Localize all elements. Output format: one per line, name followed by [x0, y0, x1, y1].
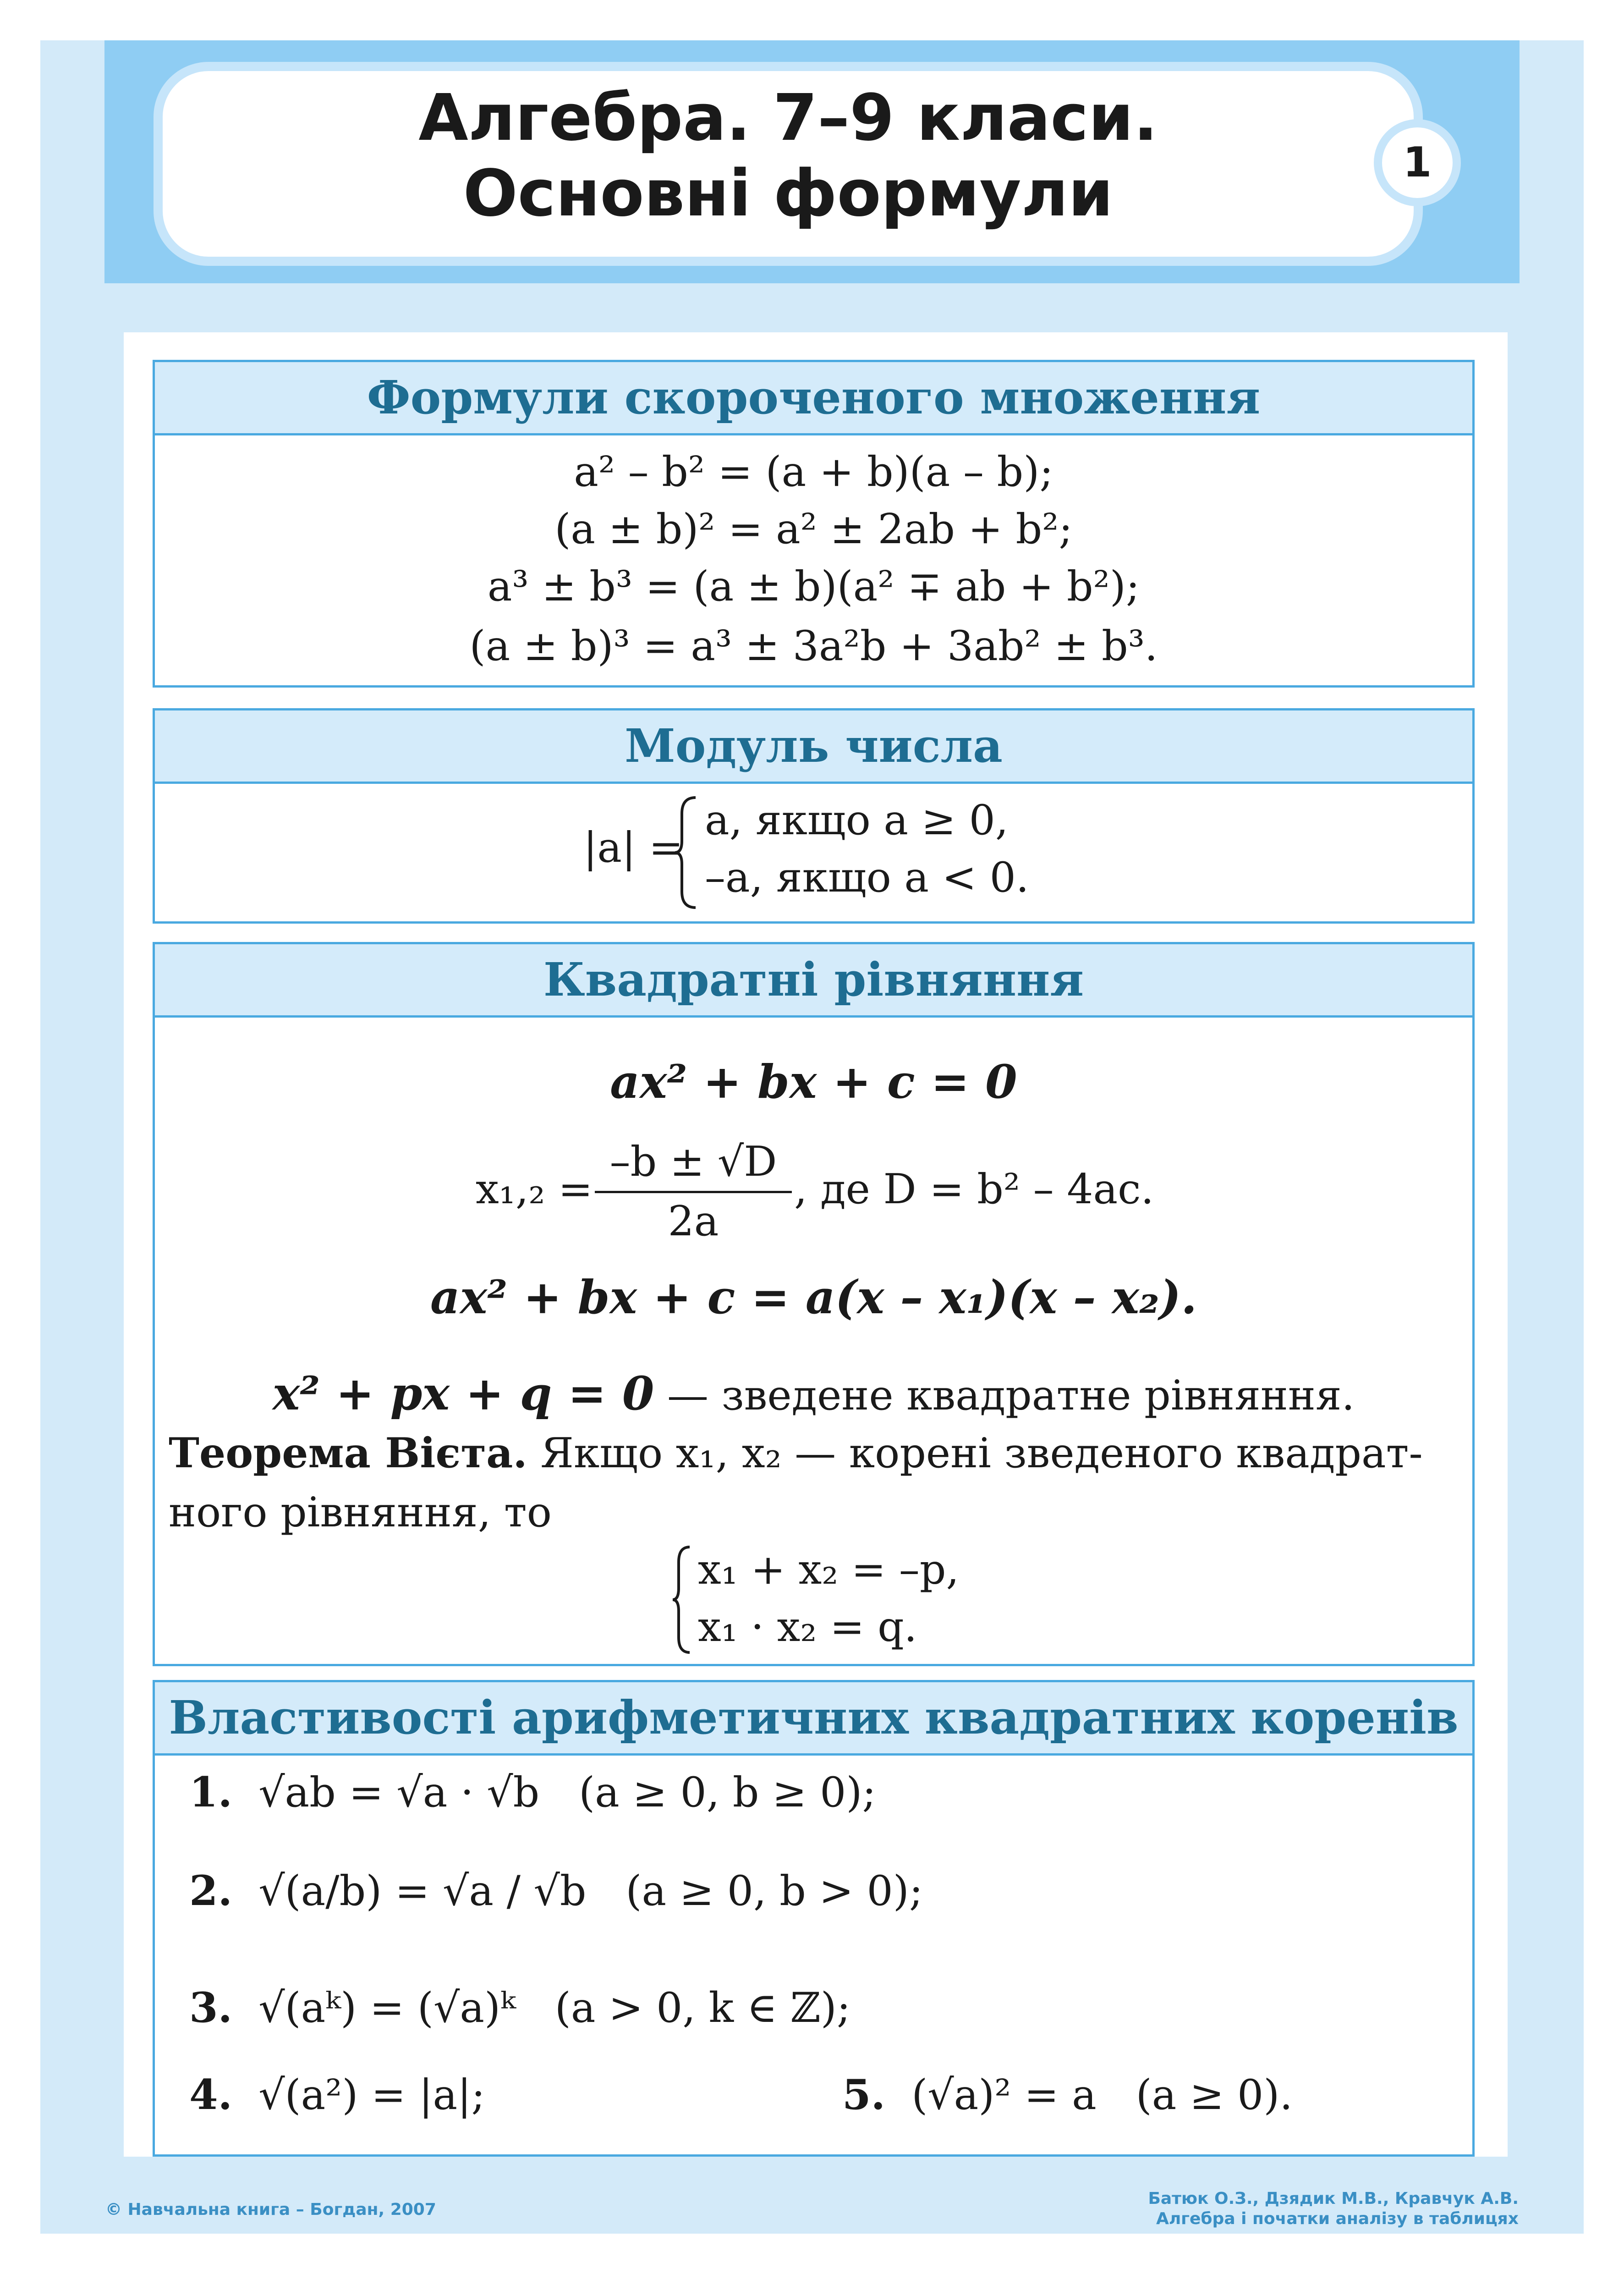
property-condition: (a > 0, k ∈ ℤ);: [554, 1984, 851, 2032]
page-number-badge: 1: [1374, 119, 1461, 206]
property-item: [842, 2070, 1293, 2120]
roots-denominator: 2a: [668, 1197, 719, 1245]
formula: (a ± b)³ = a³ ± 3a²b + 3ab² ± b³.: [469, 622, 1158, 670]
page-title: [154, 80, 1423, 231]
quadratic-equation: ax² + bx + c = 0: [610, 1055, 1017, 1109]
vieta-product: x₁ · x₂ = q.: [698, 1603, 917, 1651]
section-abbreviated-multiplication: [153, 360, 1475, 688]
property-number: 3.: [189, 1983, 232, 2032]
formula: a² – b² = (a + b)(a – b);: [574, 448, 1053, 496]
section-heading: Модуль числа: [155, 710, 1472, 784]
roots-lhs: x₁,₂ =: [476, 1165, 593, 1213]
vieta-theorem: [169, 1428, 1423, 1479]
abs-lhs: |a| =: [583, 824, 684, 872]
property-expression: √(a/b) = √a / √b: [258, 1867, 587, 1915]
property-expression: √(aᵏ) = (√a)ᵏ: [258, 1984, 516, 2032]
footer-book-title: Алгебра і початки аналізу в таблицях: [1156, 2209, 1519, 2228]
vieta-sum: x₁ + x₂ = –p,: [698, 1546, 960, 1594]
section-heading: Властивості арифметичних квадратних коренів: [155, 1682, 1472, 1756]
abs-case-negative: –a, якщо a < 0.: [705, 853, 1029, 902]
property-item: [189, 1767, 876, 1818]
footer-copyright: © Навчальна книга – Богдан, 2007: [105, 2200, 436, 2219]
vieta-text-cont: ного рівняння, то: [169, 1488, 552, 1536]
roots-numerator: –b ± √D: [609, 1138, 777, 1186]
property-condition: (a ≥ 0, b ≥ 0);: [579, 1768, 876, 1817]
reduced-equation: [155, 1368, 1472, 1421]
section-heading: Формули скороченого множення: [155, 362, 1472, 435]
property-condition: (a ≥ 0, b > 0);: [625, 1867, 923, 1915]
title-line-2: Основні формули: [463, 156, 1114, 231]
property-expression: (√a)² = a: [911, 2071, 1097, 2119]
reduced-equation-formula: x² + px + q = 0: [272, 1366, 654, 1421]
section-heading: Квадратні рівняння: [155, 944, 1472, 1018]
formula: a³ ± b³ = (a ± b)(a² ∓ ab + b²);: [487, 562, 1140, 611]
property-item: [189, 2070, 485, 2120]
formula: (a ± b)² = a² ± 2ab + b²;: [554, 505, 1073, 553]
left-brace-icon: [670, 1545, 693, 1655]
property-expression: √ab = √a · √b: [258, 1768, 540, 1817]
vieta-text: Якщо x₁, x₂ — корені зведеного квадрат-: [527, 1429, 1423, 1477]
reduced-equation-desc: — зведене квадратне рівняння.: [654, 1371, 1355, 1420]
property-number: 4.: [189, 2070, 232, 2119]
footer-authors: [1148, 2189, 1519, 2229]
section-absolute-value: [153, 708, 1475, 924]
property-expression: √(a²) = |a|;: [258, 2071, 485, 2119]
section-square-root-properties: [153, 1680, 1475, 2157]
vieta-label: Теорема Вієта.: [169, 1429, 527, 1477]
left-brace-icon: [673, 795, 700, 910]
property-number: 2.: [189, 1867, 232, 1915]
property-condition: (a ≥ 0).: [1136, 2071, 1293, 2119]
property-item: [189, 1982, 850, 2033]
footer-authors-line: Батюк О.З., Дзядик М.В., Кравчук А.В.: [1148, 2189, 1519, 2208]
property-number: 5.: [842, 2070, 885, 2119]
property-number: 1.: [189, 1768, 232, 1817]
abs-case-positive: a, якщо a ≥ 0,: [705, 796, 1009, 844]
section-quadratic-equations: [153, 942, 1475, 1666]
fraction-bar: [595, 1191, 792, 1193]
discriminant: , де D = b² – 4ac.: [794, 1165, 1154, 1213]
title-line-1: Алгебра. 7–9 класи.: [418, 81, 1158, 155]
factorization: ax² + bx + c = a(x – x₁)(x – x₂).: [430, 1270, 1197, 1324]
property-item: [189, 1866, 923, 1916]
